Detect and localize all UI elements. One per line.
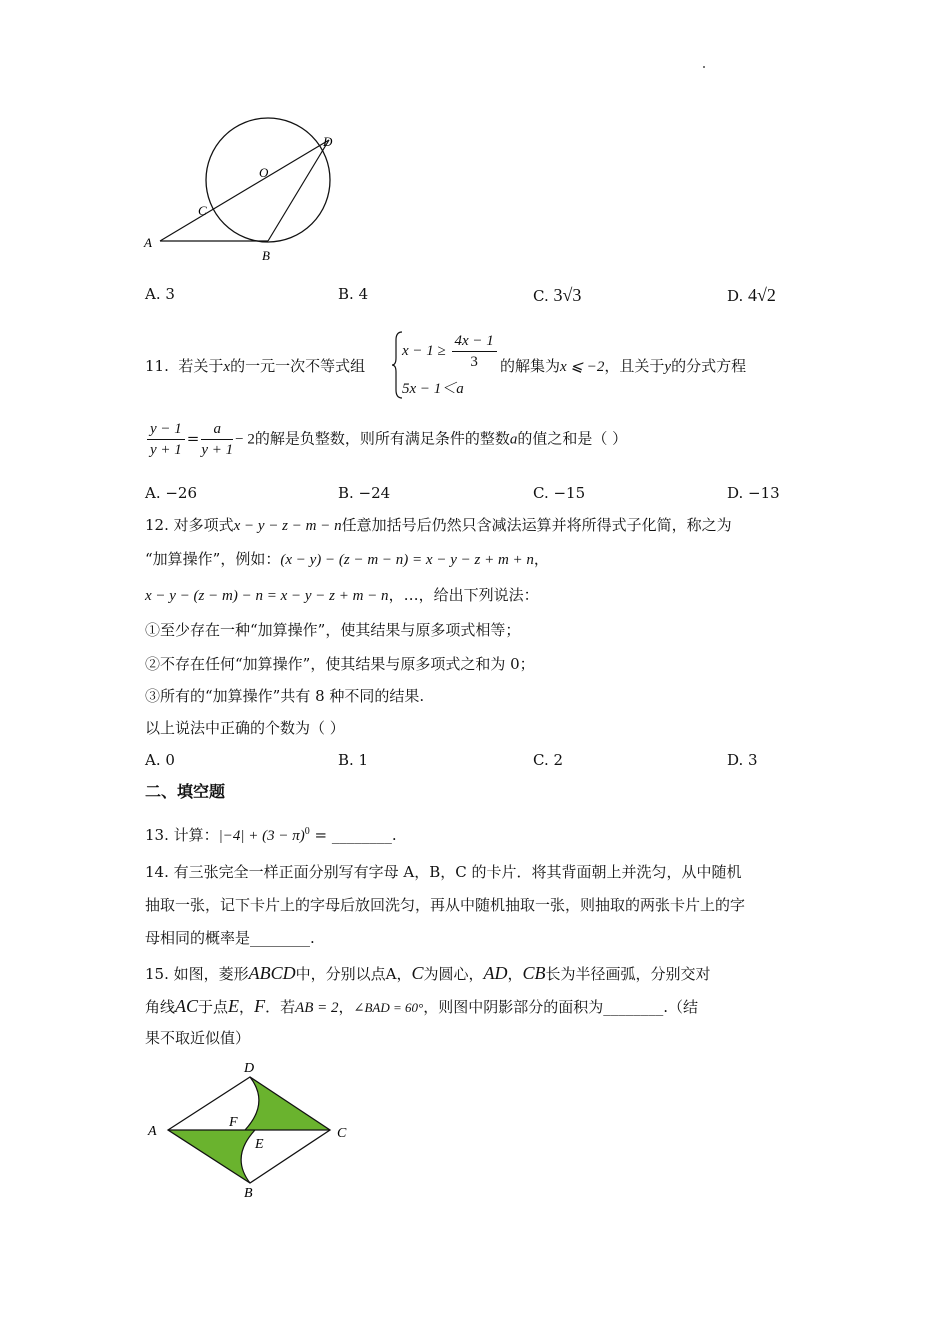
q12-option-b: B. 1 xyxy=(338,751,369,769)
q13-line: 13. 计算：$|-4| + (3 - \pi)^0$ = ________. xyxy=(145,826,397,844)
q11-equation-line: $\frac{y - 1}{y + 1}$ = $\frac{a}{y + 1}$ − 2的解是负整数，则所有满足条件的整数a的值之和是（ ） xyxy=(145,420,627,459)
label-b: B xyxy=(262,248,270,263)
q12-statement-1: ①至少存在一种“加算操作”，使其结果与原多项式相等； xyxy=(145,621,521,639)
q14-line2: 抽取一张，记下卡片上的字母后放回洗匀，再从中随机抽取一张，则抽取的两张卡片上的字 xyxy=(145,896,746,914)
q12-line3: x − y − (z − m) − n = x − y − z + m − n，…，给出下列说法： xyxy=(145,586,539,604)
q11-option-c: C. −15 xyxy=(533,484,586,502)
q12-statement-2: ②不存在任何“加算操作”，使其结果与原多项式之和为 0； xyxy=(145,655,535,673)
q12-line2: “加算操作”，例如：(x − y) − (z − m − n) = x − y − z + m + n， xyxy=(145,550,549,568)
label-b: B xyxy=(244,1186,253,1201)
circle-o xyxy=(206,118,330,242)
q15-line3: 果不取近似值） xyxy=(145,1029,251,1047)
q11-inequality-1: x − 1 ≥ $\frac{4x - 1}{3}$ xyxy=(402,332,499,371)
q11-option-a: A. −26 xyxy=(145,484,198,502)
q12-option-c: C. 2 xyxy=(533,751,564,769)
label-c: C xyxy=(198,203,207,218)
q10-option-d: D. 4√2 xyxy=(727,285,776,305)
q11-line1-right: 的解集为x ⩽ −2，且关于y的分式方程 xyxy=(500,357,747,375)
q12-line1: 12. 对多项式x − y − z − m − n任意加括号后仍然只含减法运算并将所得式子化简，称之为 xyxy=(145,516,732,534)
label-f: F xyxy=(229,1115,238,1130)
q12-question: 以上说法中正确的个数为（ ） xyxy=(145,719,345,737)
label-o: O xyxy=(259,165,269,180)
q11-option-d: D. −13 xyxy=(727,484,780,502)
segment-bd xyxy=(268,140,329,241)
label-d: D xyxy=(323,134,333,149)
q10-option-b: B. 4 xyxy=(338,285,369,303)
q15-line2: 角线AC于点E，F．若AB = 2，∠BAD = 60°，则图中阴影部分的面积为________.（结 xyxy=(145,996,698,1016)
q10-option-c: C. 3√3 xyxy=(533,285,582,305)
q10-option-a: A. 3 xyxy=(145,285,175,303)
q11-option-b: B. −24 xyxy=(338,484,391,502)
q15-line1: 15. 如图，菱形ABCD中，分别以点A，C为圆心，AD，CB长为半径画弧，分别交对 xyxy=(145,963,711,983)
section-2-title: 二、填空题 xyxy=(145,782,226,801)
label-d: D xyxy=(244,1061,255,1076)
q12-statement-3: ③所有的“加算操作”共有 8 种不同的结果. xyxy=(145,687,425,705)
q11-line1-left: 11. 若关于x的一元一次不等式组 xyxy=(145,357,366,375)
q14-line3: 母相同的概率是________. xyxy=(145,929,315,947)
label-a: A xyxy=(144,235,152,250)
q10-circle-figure xyxy=(140,110,360,270)
label-c: C xyxy=(337,1126,347,1141)
q12-option-a: A. 0 xyxy=(145,751,175,769)
label-e: E xyxy=(255,1137,264,1152)
q15-rhombus-figure xyxy=(140,1055,370,1205)
q14-line1: 14. 有三张完全一样正面分别写有字母 A，B，C 的卡片．将其背面朝上并洗匀，从中随机 xyxy=(145,863,742,881)
page-dot xyxy=(703,66,705,68)
label-a: A xyxy=(148,1124,157,1139)
segment-ad xyxy=(160,140,329,241)
q12-option-d: D. 3 xyxy=(727,751,758,769)
q11-inequality-2: 5x − 1＜a xyxy=(402,381,464,397)
